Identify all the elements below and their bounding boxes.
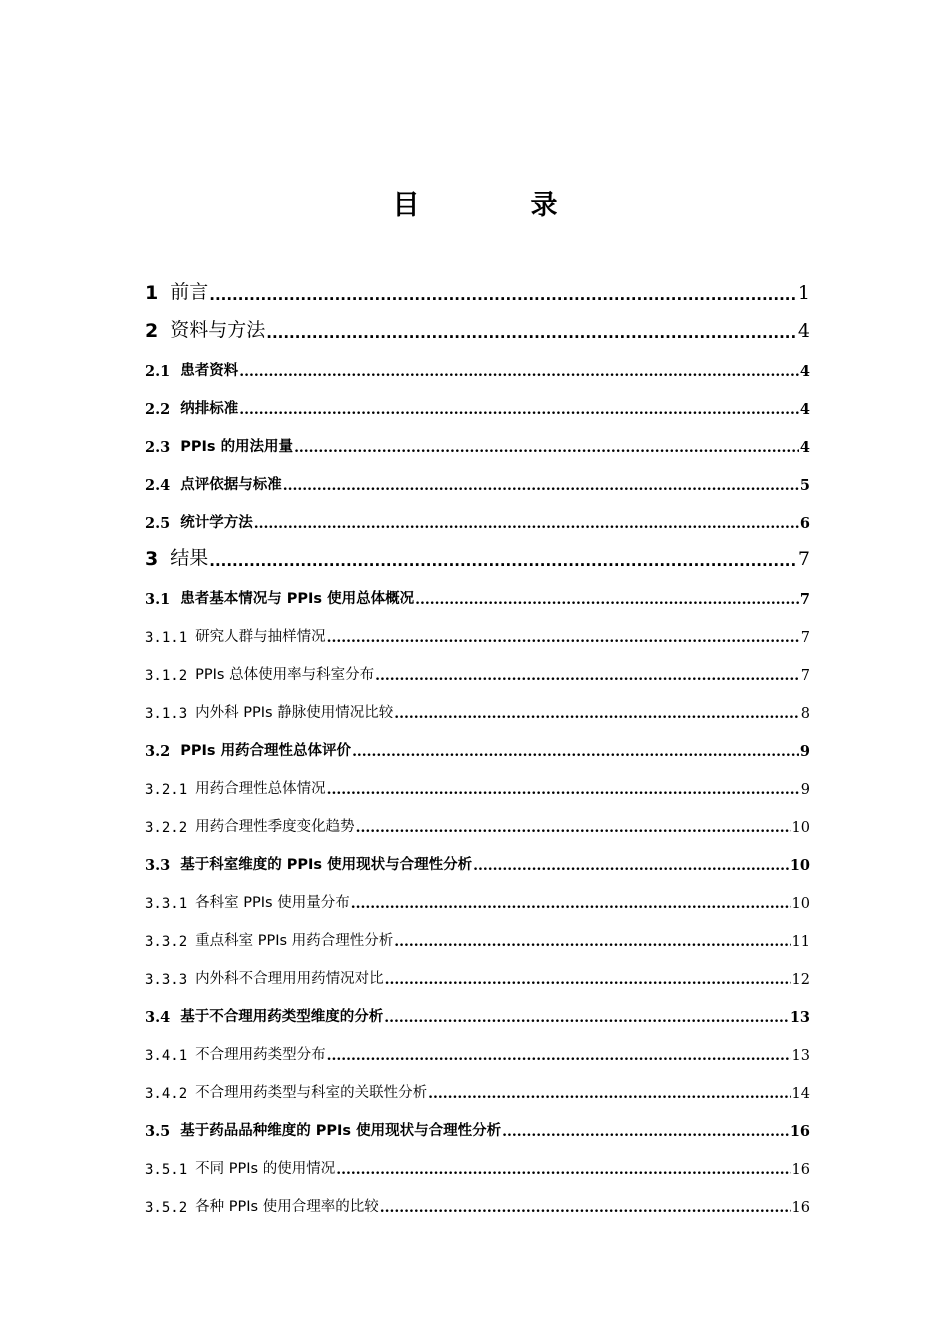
toc-entry[interactable] (145, 570, 810, 608)
toc-entry[interactable] (145, 304, 810, 342)
toc-entry-number: 3.3.3 (145, 972, 188, 988)
toc-entry[interactable] (145, 1178, 810, 1216)
toc-entry[interactable] (145, 798, 810, 836)
toc-entry-page-number: 8 (800, 706, 810, 722)
toc-entry-page-number: 4 (799, 363, 810, 380)
toc-leader-dots (385, 972, 791, 988)
toc-entry[interactable] (145, 646, 810, 684)
toc-entry-title: 统计学方法 (180, 515, 253, 531)
toc-entry-title: 各科室 PPIs 使用量分布 (195, 895, 350, 911)
toc-entry-number: 3.3.1 (145, 896, 188, 912)
toc-entry-number: 2.3 (145, 439, 171, 456)
toc-entry[interactable] (145, 1026, 810, 1064)
toc-entry-page-number: 14 (791, 1086, 810, 1102)
toc-entry-page-number: 4 (799, 401, 810, 418)
toc-entry-title: 各种 PPIs 使用合理率的比较 (195, 1199, 379, 1215)
toc-entry-number: 2.5 (145, 515, 171, 532)
toc-leader-dots (283, 478, 799, 494)
toc-entry-title: 研究人群与抽样情况 (195, 629, 326, 645)
toc-entry-number: 3.3.2 (145, 934, 188, 950)
toc-entry-page-number: 4 (797, 320, 810, 342)
toc-entry-number: 2.4 (145, 477, 171, 494)
toc-entry-page-number: 7 (797, 548, 810, 570)
toc-entry-title: PPIs 的用法用量 (180, 439, 294, 455)
toc-entry-number: 3.2.2 (145, 820, 188, 836)
toc-entry[interactable] (145, 684, 810, 722)
toc-entry-title: 患者资料 (180, 363, 239, 379)
toc-entry-number: 3.5 (145, 1123, 171, 1140)
toc-leader-dots (384, 1010, 789, 1026)
toc-leader-dots (502, 1124, 789, 1140)
toc-entry-title: PPIs 用药合理性总体评价 (180, 743, 352, 759)
toc-entry-title: 结果 (170, 547, 209, 569)
toc-leader-dots (294, 440, 799, 456)
toc-entry-number: 3.1.3 (145, 706, 188, 722)
toc-leader-dots (375, 668, 799, 684)
toc-entry-title: 不同 PPIs 的使用情况 (195, 1161, 336, 1177)
toc-entry-page-number: 13 (791, 1048, 810, 1064)
toc-entry-number: 1 (145, 282, 159, 304)
toc-entry-title: 内外科不合理用用药情况对比 (195, 971, 384, 987)
toc-entry-page-number: 16 (789, 1123, 810, 1140)
toc-entry-title: 不合理用药类型分布 (195, 1047, 326, 1063)
toc-entry-title: PPIs 总体使用率与科室分布 (195, 667, 375, 683)
toc-leader-dots (254, 516, 799, 532)
toc-leader-dots (380, 1200, 791, 1216)
toc-entry-page-number: 10 (791, 896, 810, 912)
toc-leader-dots (415, 592, 799, 608)
toc-entry-number: 3.2.1 (145, 782, 188, 798)
toc-entry-page-number: 11 (791, 934, 810, 950)
toc-leader-dots (209, 286, 797, 304)
toc-entry[interactable] (145, 342, 810, 380)
toc-leader-dots (428, 1086, 790, 1102)
toc-entry-page-number: 7 (800, 668, 810, 684)
toc-entry[interactable] (145, 418, 810, 456)
toc-entry-title: 前言 (170, 281, 209, 303)
toc-entry-page-number: 16 (791, 1200, 810, 1216)
toc-entry-number: 3.5.2 (145, 1200, 188, 1216)
toc-entry-number: 3.3 (145, 857, 171, 874)
toc-entry-number: 2.1 (145, 363, 171, 380)
toc-entry[interactable] (145, 266, 810, 304)
toc-entry[interactable] (145, 912, 810, 950)
toc-leader-dots (327, 1048, 791, 1064)
toc-leader-dots (336, 1162, 790, 1178)
toc-entry-title: 用药合理性总体情况 (195, 781, 326, 797)
toc-entry-number: 3.1.2 (145, 668, 188, 684)
toc-entry-page-number: 13 (789, 1009, 810, 1026)
toc-entry[interactable] (145, 760, 810, 798)
toc-leader-dots (327, 630, 799, 646)
toc-entry-title: 点评依据与标准 (180, 477, 282, 493)
toc-entry-title: 基于不合理用药类型维度的分析 (180, 1009, 384, 1025)
toc-entry-page-number: 6 (799, 515, 810, 532)
toc-entry-title: 基于药品品种维度的 PPIs 使用现状与合理性分析 (180, 1123, 502, 1139)
toc-entry-title: 重点科室 PPIs 用药合理性分析 (195, 933, 394, 949)
toc-entry[interactable] (145, 532, 810, 570)
toc-entry-title: 资料与方法 (170, 319, 266, 341)
toc-entry-page-number: 1 (797, 282, 810, 304)
toc-leader-dots (394, 706, 799, 722)
toc-entry-page-number: 16 (791, 1162, 810, 1178)
toc-entry[interactable] (145, 456, 810, 494)
toc-entry-number: 3 (145, 548, 159, 570)
toc-leader-dots (266, 324, 797, 342)
toc-entry-number: 2.2 (145, 401, 171, 418)
toc-entry-number: 3.1 (145, 591, 171, 608)
toc-entry[interactable] (145, 722, 810, 760)
toc-entry[interactable] (145, 1140, 810, 1178)
table-of-contents (145, 266, 810, 1216)
toc-entry[interactable] (145, 494, 810, 532)
toc-entry-number: 3.2 (145, 743, 171, 760)
toc-leader-dots (352, 744, 799, 760)
toc-entry-title: 内外科 PPIs 静脉使用情况比较 (195, 705, 394, 721)
toc-entry[interactable] (145, 836, 810, 874)
toc-entry-page-number: 7 (799, 591, 810, 608)
toc-entry-number: 3.5.1 (145, 1162, 188, 1178)
toc-leader-dots (473, 858, 789, 874)
toc-entry-page-number: 10 (789, 857, 810, 874)
toc-leader-dots (239, 402, 799, 418)
toc-entry-number: 3.4 (145, 1009, 171, 1026)
toc-entry-number: 2 (145, 320, 159, 342)
toc-entry-page-number: 5 (799, 477, 810, 494)
toc-entry-page-number: 9 (799, 743, 810, 760)
toc-entry-page-number: 9 (800, 782, 810, 798)
toc-entry-page-number: 4 (799, 439, 810, 456)
toc-entry[interactable] (145, 874, 810, 912)
page-title: 目 录 (392, 190, 600, 221)
toc-entry-page-number: 7 (800, 630, 810, 646)
toc-entry-title: 用药合理性季度变化趋势 (195, 819, 355, 835)
toc-entry-number: 3.4.1 (145, 1048, 188, 1064)
toc-leader-dots (327, 782, 799, 798)
toc-entry[interactable] (145, 1064, 810, 1102)
toc-leader-dots (356, 820, 791, 836)
toc-entry-page-number: 10 (791, 820, 810, 836)
toc-entry-page-number: 12 (791, 972, 810, 988)
toc-entry-title: 不合理用药类型与科室的关联性分析 (195, 1085, 428, 1101)
toc-entry-title: 基于科室维度的 PPIs 使用现状与合理性分析 (180, 857, 473, 873)
toc-entry[interactable] (145, 950, 810, 988)
toc-entry[interactable] (145, 608, 810, 646)
toc-entry[interactable] (145, 1102, 810, 1140)
toc-entry[interactable] (145, 380, 810, 418)
toc-leader-dots (394, 934, 790, 950)
toc-entry-number: 3.1.1 (145, 630, 188, 646)
toc-leader-dots (239, 364, 799, 380)
toc-entry[interactable] (145, 988, 810, 1026)
toc-entry-title: 患者基本情况与 PPIs 使用总体概况 (180, 591, 415, 607)
toc-entry-number: 3.4.2 (145, 1086, 188, 1102)
toc-entry-title: 纳排标准 (180, 401, 239, 417)
toc-leader-dots (209, 552, 797, 570)
toc-leader-dots (351, 896, 791, 912)
